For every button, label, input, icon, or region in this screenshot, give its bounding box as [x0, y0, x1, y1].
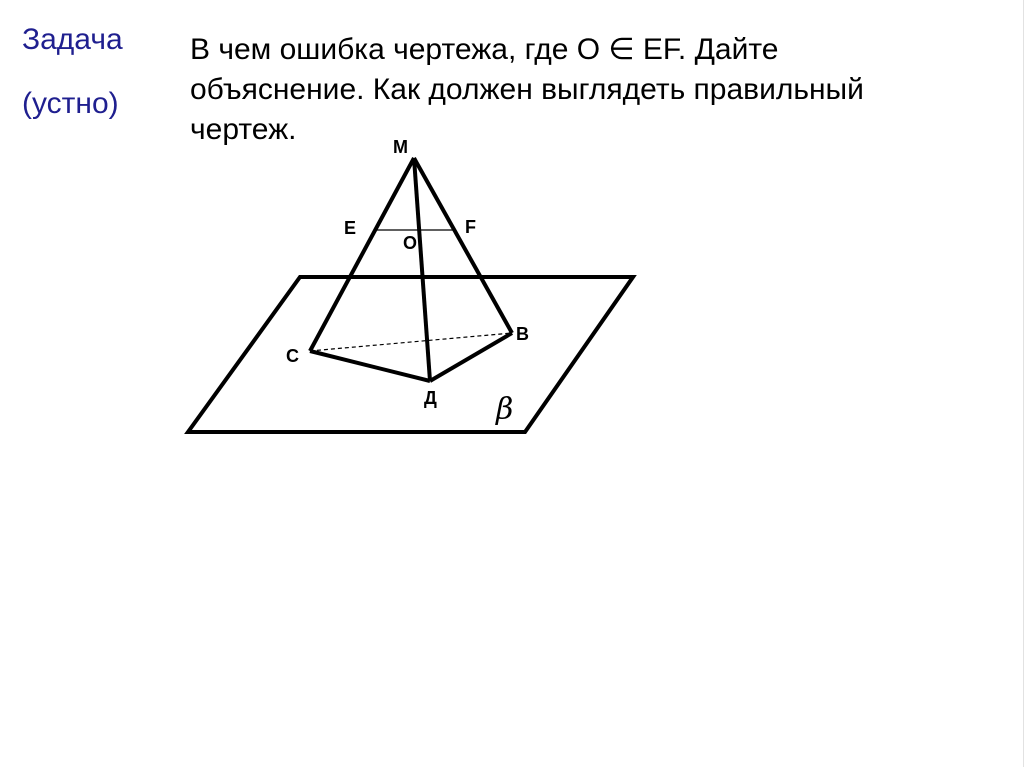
point-label-e: Е — [344, 218, 357, 238]
edge-mb — [414, 158, 512, 333]
point-label-c: С — [286, 346, 299, 366]
point-label-o: О — [403, 233, 418, 253]
plane-beta — [188, 277, 633, 432]
point-label-m: М — [393, 137, 408, 157]
task-statement-line-2: объяснение. Как должен выглядеть правильный — [190, 73, 864, 106]
edge-md — [414, 158, 430, 381]
edge-mc — [310, 158, 414, 351]
task-mode-label: (устно) — [22, 87, 119, 120]
edge-cd — [310, 351, 430, 381]
plane-label-beta: β — [496, 392, 514, 427]
task-statement-line-3: чертеж. — [190, 113, 297, 146]
point-label-f: F — [465, 217, 476, 237]
point-label-d: Д — [424, 388, 437, 408]
task-statement-line-1: В чем ошибка чертежа, где O ∈ EF. Дайте — [190, 33, 779, 66]
edge-db — [430, 333, 512, 381]
task-heading: Задача — [22, 23, 123, 56]
point-label-b: В — [516, 324, 529, 344]
edge-cb-hidden — [310, 333, 512, 351]
